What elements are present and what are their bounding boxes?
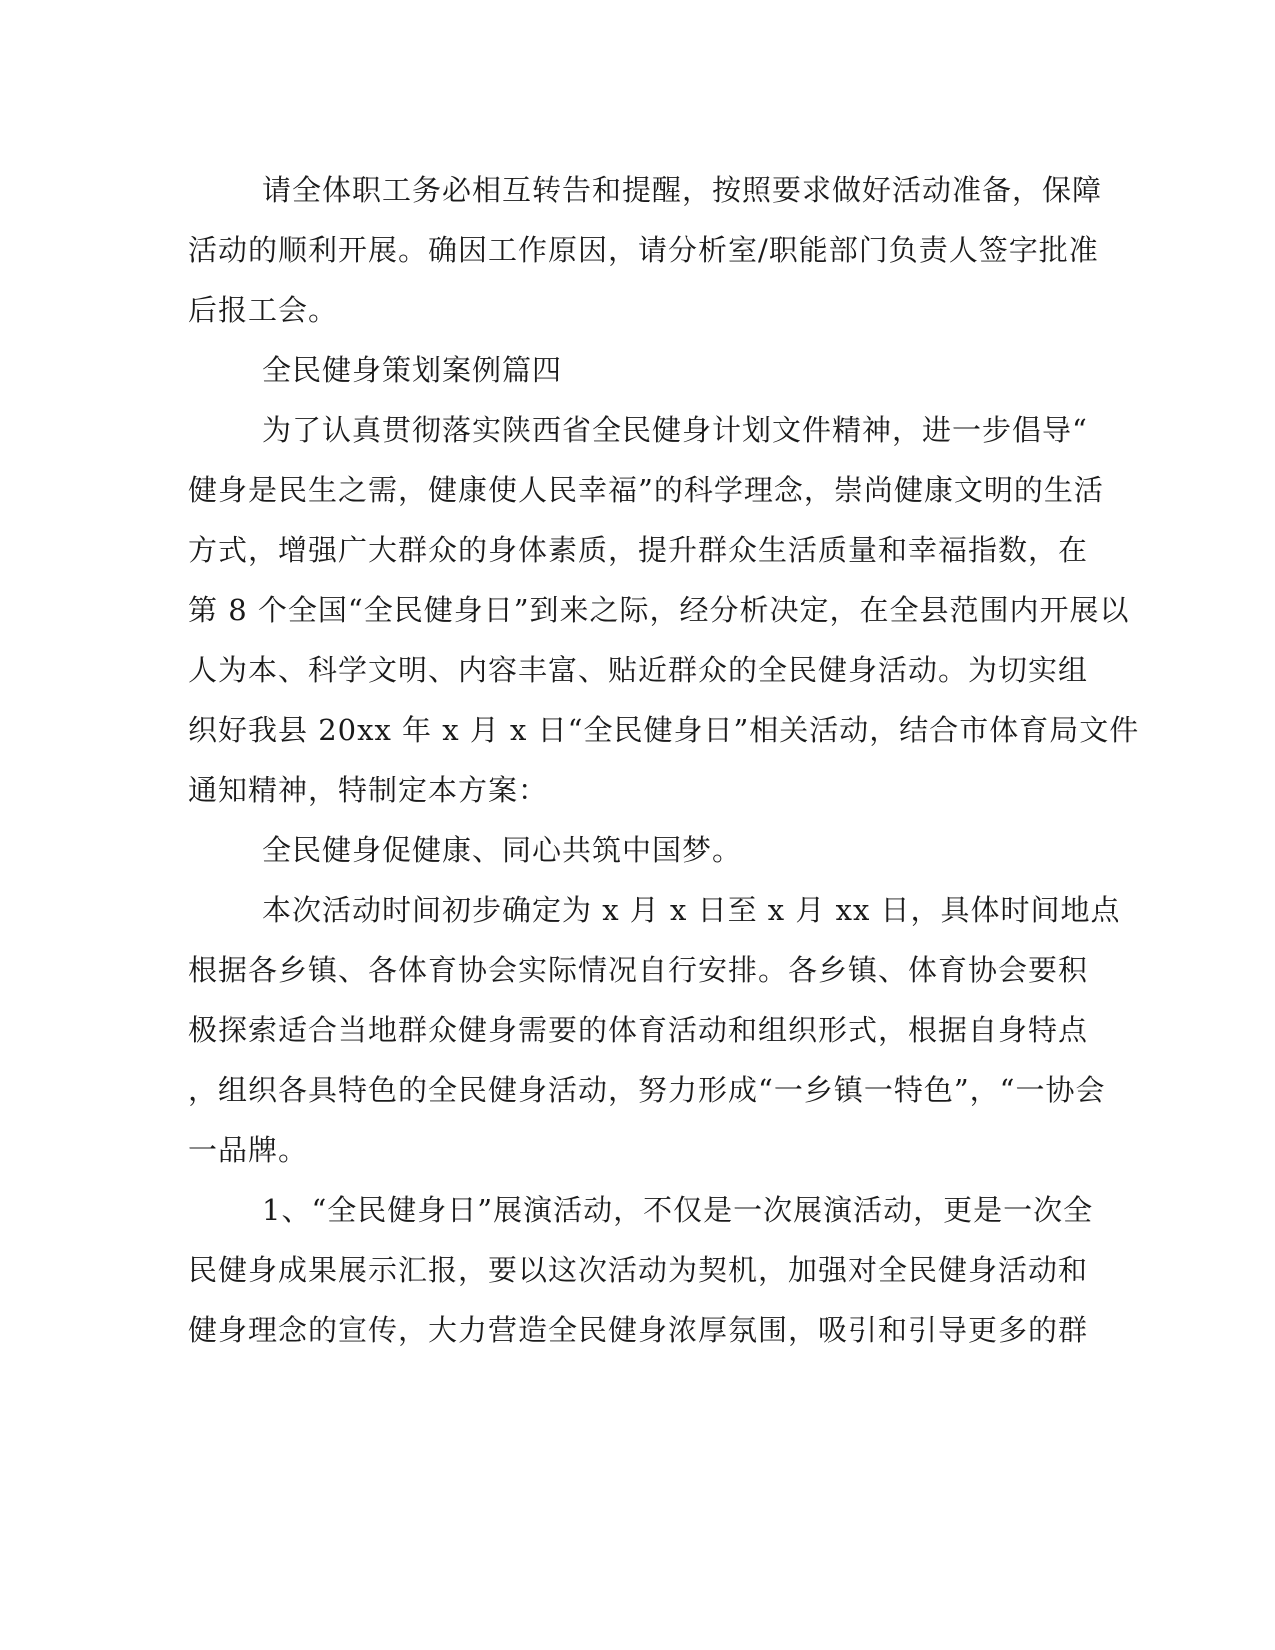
- para-time: [188, 880, 1121, 1180]
- text-line: 后报工会。: [188, 293, 339, 327]
- text-line: 民健身成果展示汇报，要以这次活动为契机，加强对全民健身活动和: [188, 1253, 1089, 1287]
- text-line: 通知精神，特制定本方案：: [188, 773, 549, 807]
- text-line: 织好我县 20xx 年 x 月 x 日“全民健身日”相关活动，结合市体育局文件: [188, 713, 1140, 747]
- para-notice: [188, 160, 1103, 340]
- text-line: 健身是民生之需，健康使人民幸福”的科学理念，崇尚健康文明的生活: [188, 473, 1104, 507]
- text-line: 根据各乡镇、各体育协会实际情况自行安排。各乡镇、体育协会要积: [188, 953, 1089, 987]
- document-body: [188, 160, 1140, 1360]
- text-line: 请全体职工务必相互转告和提醒，按照要求做好活动准备，保障: [262, 173, 1103, 207]
- para-intro: [188, 400, 1140, 820]
- text-line: 全民健身促健康、同心共筑中国梦。: [262, 833, 743, 867]
- text-line: 第 8 个全国“全民健身日”到来之际，经分析决定，在全县范围内开展以: [188, 593, 1130, 627]
- text-line: 1、“全民健身日”展演活动，不仅是一次展演活动，更是一次全: [262, 1193, 1094, 1227]
- text-line: 活动的顺利开展。确因工作原因，请分析室/职能部门负责人签字批准: [188, 233, 1099, 267]
- text-line: 一品牌。: [188, 1133, 309, 1167]
- text-line: 为了认真贯彻落实陕西省全民健身计划文件精神，进一步倡导“: [262, 413, 1088, 447]
- section-title: 全民健身策划案例篇四: [262, 353, 563, 387]
- text-line: ，组织各具特色的全民健身活动，努力形成“一乡镇一特色”，“一协会: [188, 1073, 1106, 1107]
- section-heading: [188, 340, 1080, 400]
- para-item-1: [188, 1180, 1094, 1360]
- para-theme: [188, 820, 1080, 880]
- text-line: 人为本、科学文明、内容丰富、贴近群众的全民健身活动。为切实组: [188, 653, 1089, 687]
- text-line: 极探索适合当地群众健身需要的体育活动和组织形式，根据自身特点: [188, 1013, 1089, 1047]
- text-line: 本次活动时间初步确定为 x 月 x 日至 x 月 xx 日，具体时间地点: [262, 893, 1121, 927]
- text-line: 方式，增强广大群众的身体素质，提升群众生活质量和幸福指数，在: [188, 533, 1089, 567]
- text-line: 健身理念的宣传，大力营造全民健身浓厚氛围，吸引和引导更多的群: [188, 1313, 1089, 1347]
